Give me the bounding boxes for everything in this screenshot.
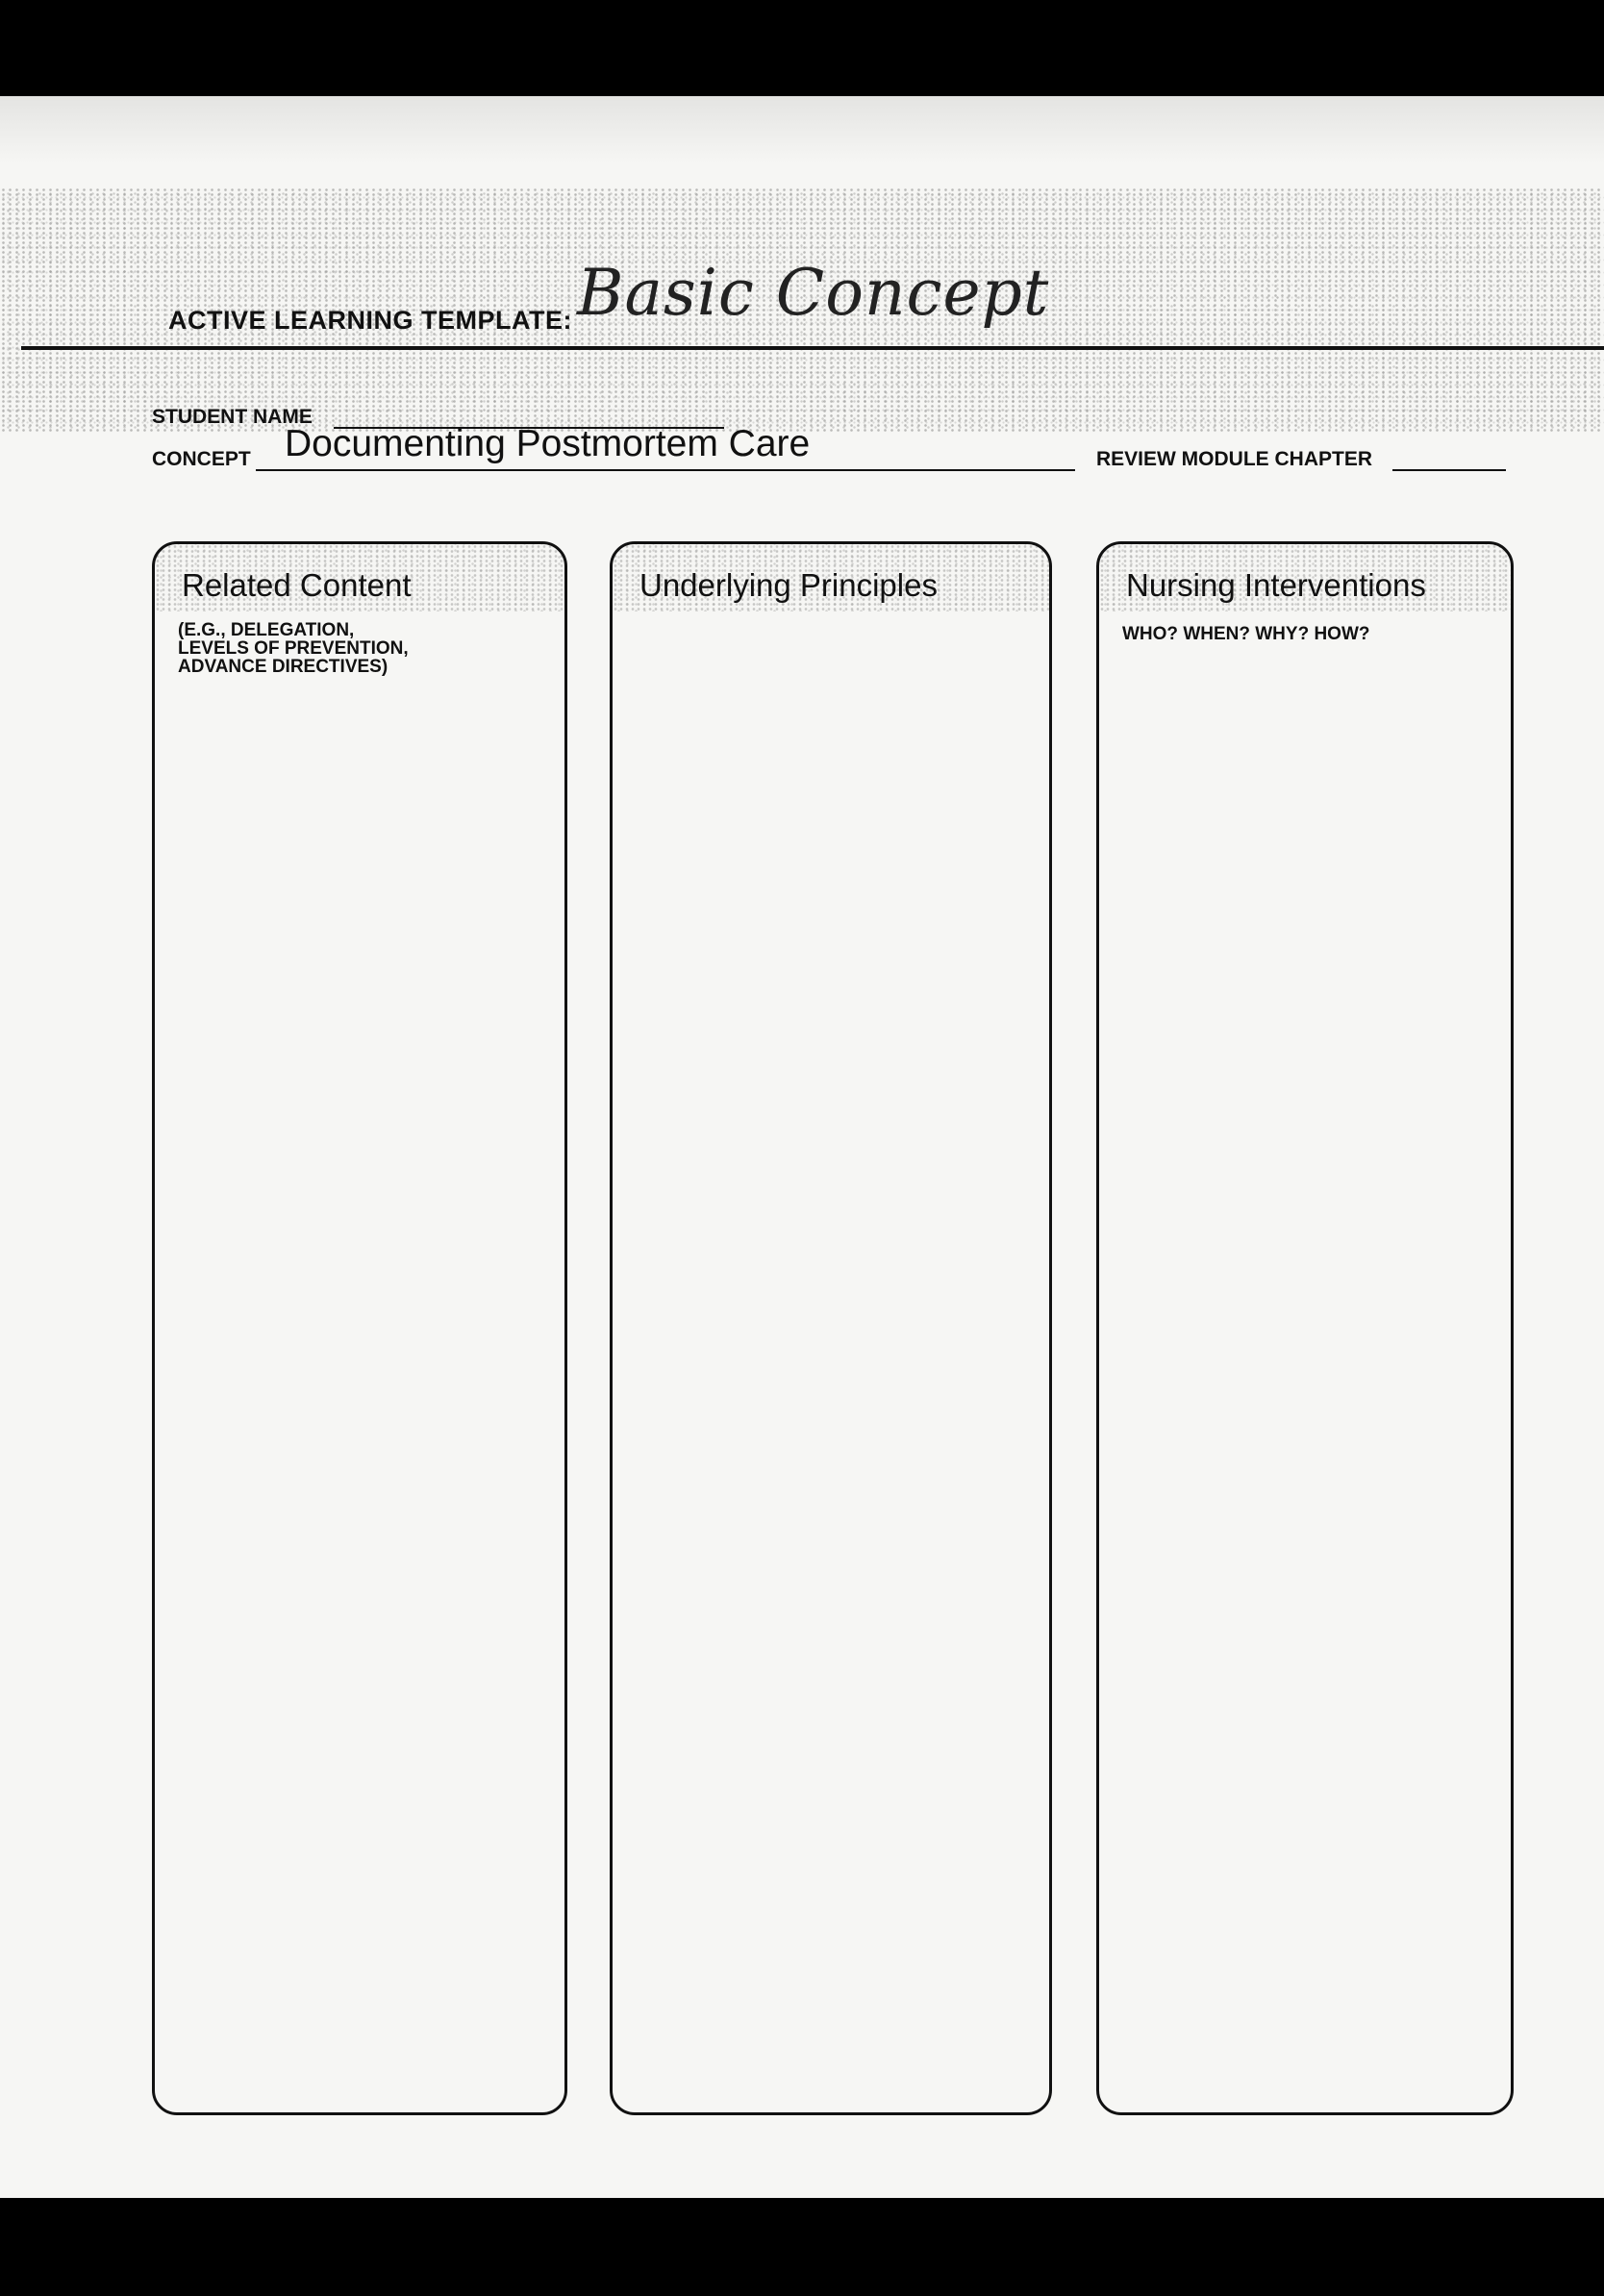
panel-subtitle-related-content	[178, 621, 409, 676]
subtitle-line: LEVELS OF PREVENTION,	[178, 638, 409, 659]
panel-subtitle-nursing-interventions	[1122, 625, 1370, 643]
panel-title-nursing-interventions: Nursing Interventions	[1126, 567, 1426, 603]
panel-underlying-principles[interactable]	[610, 541, 1052, 2115]
review-module-chapter-label: REVIEW MODULE CHAPTER	[1096, 448, 1373, 470]
worksheet-page	[0, 96, 1604, 2198]
panel-title-underlying-principles: Underlying Principles	[639, 567, 938, 603]
concept-label: CONCEPT	[152, 448, 251, 470]
panel-title-related-content: Related Content	[182, 567, 412, 603]
panel-nursing-interventions[interactable]	[1096, 541, 1514, 2115]
concept-value[interactable]: Documenting Postmortem Care	[285, 423, 811, 464]
review-module-chapter-line[interactable]	[1392, 469, 1506, 471]
subtitle-line: ADVANCE DIRECTIVES)	[178, 657, 388, 677]
subtitle-line: WHO? WHEN? WHY? HOW?	[1122, 624, 1370, 644]
concept-line	[256, 469, 1075, 471]
panel-related-content[interactable]	[152, 541, 567, 2115]
student-name-label: STUDENT NAME	[152, 406, 313, 428]
template-label: ACTIVE LEARNING TEMPLATE:	[168, 306, 572, 335]
template-title: Basic Concept	[577, 256, 1050, 330]
subtitle-line: (E.G., DELEGATION,	[178, 620, 355, 640]
header-rule	[21, 346, 1604, 350]
